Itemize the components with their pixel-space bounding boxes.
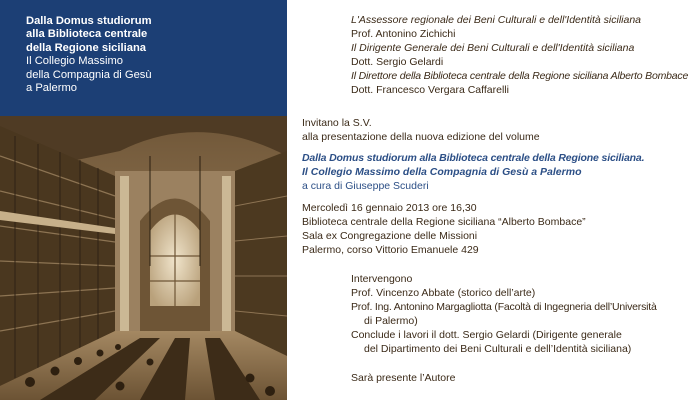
book-title-line-1: Dalla Domus studiorum alla Biblioteca centrale della Regione siciliana.: [302, 152, 645, 164]
host-name-1: Prof. Antonino Zichichi: [351, 28, 456, 40]
program-speaker-1: Prof. Vincenzo Abbate (storico dell’arte): [351, 287, 536, 299]
heading-line-2: alla Biblioteca centrale: [26, 28, 148, 41]
host-name-3: Dott. Francesco Vergara Caffarelli: [351, 84, 509, 96]
event-datetime: Mercoledì 16 gennaio 2013 ore 16,30: [302, 202, 477, 214]
title-block-text: [26, 15, 276, 95]
heading-line-1: Dalla Domus studiorum: [26, 15, 152, 27]
sub-line-3: a Palermo: [26, 82, 77, 95]
host-role-2: Il Dirigente Generale dei Beni Culturali e dell'Identità siciliana: [351, 42, 635, 54]
sub-line-1: Il Collegio Massimo: [26, 55, 123, 68]
event-room: Sala ex Congregazione delle Missioni: [302, 230, 478, 242]
library-photo: [0, 116, 287, 400]
left-panel: [0, 0, 287, 400]
program-closing: Conclude i lavori il dott. Sergio Gelardi (Dirigente generale: [351, 329, 622, 341]
event-venue: Biblioteca centrale della Regione siciliana “Alberto Bombace”: [302, 216, 586, 228]
heading-line-3: della Regione siciliana: [26, 41, 146, 54]
book-curator: a cura di Giuseppe Scuderi: [302, 180, 429, 192]
host-name-2: Dott. Sergio Gelardi: [351, 56, 444, 68]
sub-line-2: della Compagnia di Gesù: [26, 68, 152, 81]
program-speaker-2: Prof. Ing. Antonino Margagliotta (Facoltà di Ingegneria dell’Università: [351, 301, 657, 313]
program-heading: Intervengono: [351, 273, 413, 285]
host-role-3: Il Direttore della Biblioteca centrale della Regione siciliana Alberto Bombace: [351, 70, 689, 82]
author-note: Sarà presente l’Autore: [351, 372, 456, 384]
invitation-line-1: Invitano la S.V.: [302, 117, 372, 129]
program-speaker-2-cont: di Palermo): [364, 315, 418, 327]
program-closing-cont: del Dipartimento dei Beni Culturali e dell’Identità siciliana): [364, 343, 632, 355]
host-role-1: L'Assessore regionale dei Beni Culturali e dell'Identità siciliana: [351, 14, 642, 26]
title-block: [0, 0, 287, 116]
book-title-line-2: Il Collegio Massimo della Compagnia di Gesù a Palermo: [302, 166, 582, 178]
invitation-line-2: alla presentazione della nuova edizione del volume: [302, 131, 540, 143]
event-address: Palermo, corso Vittorio Emanuele 429: [302, 244, 479, 256]
